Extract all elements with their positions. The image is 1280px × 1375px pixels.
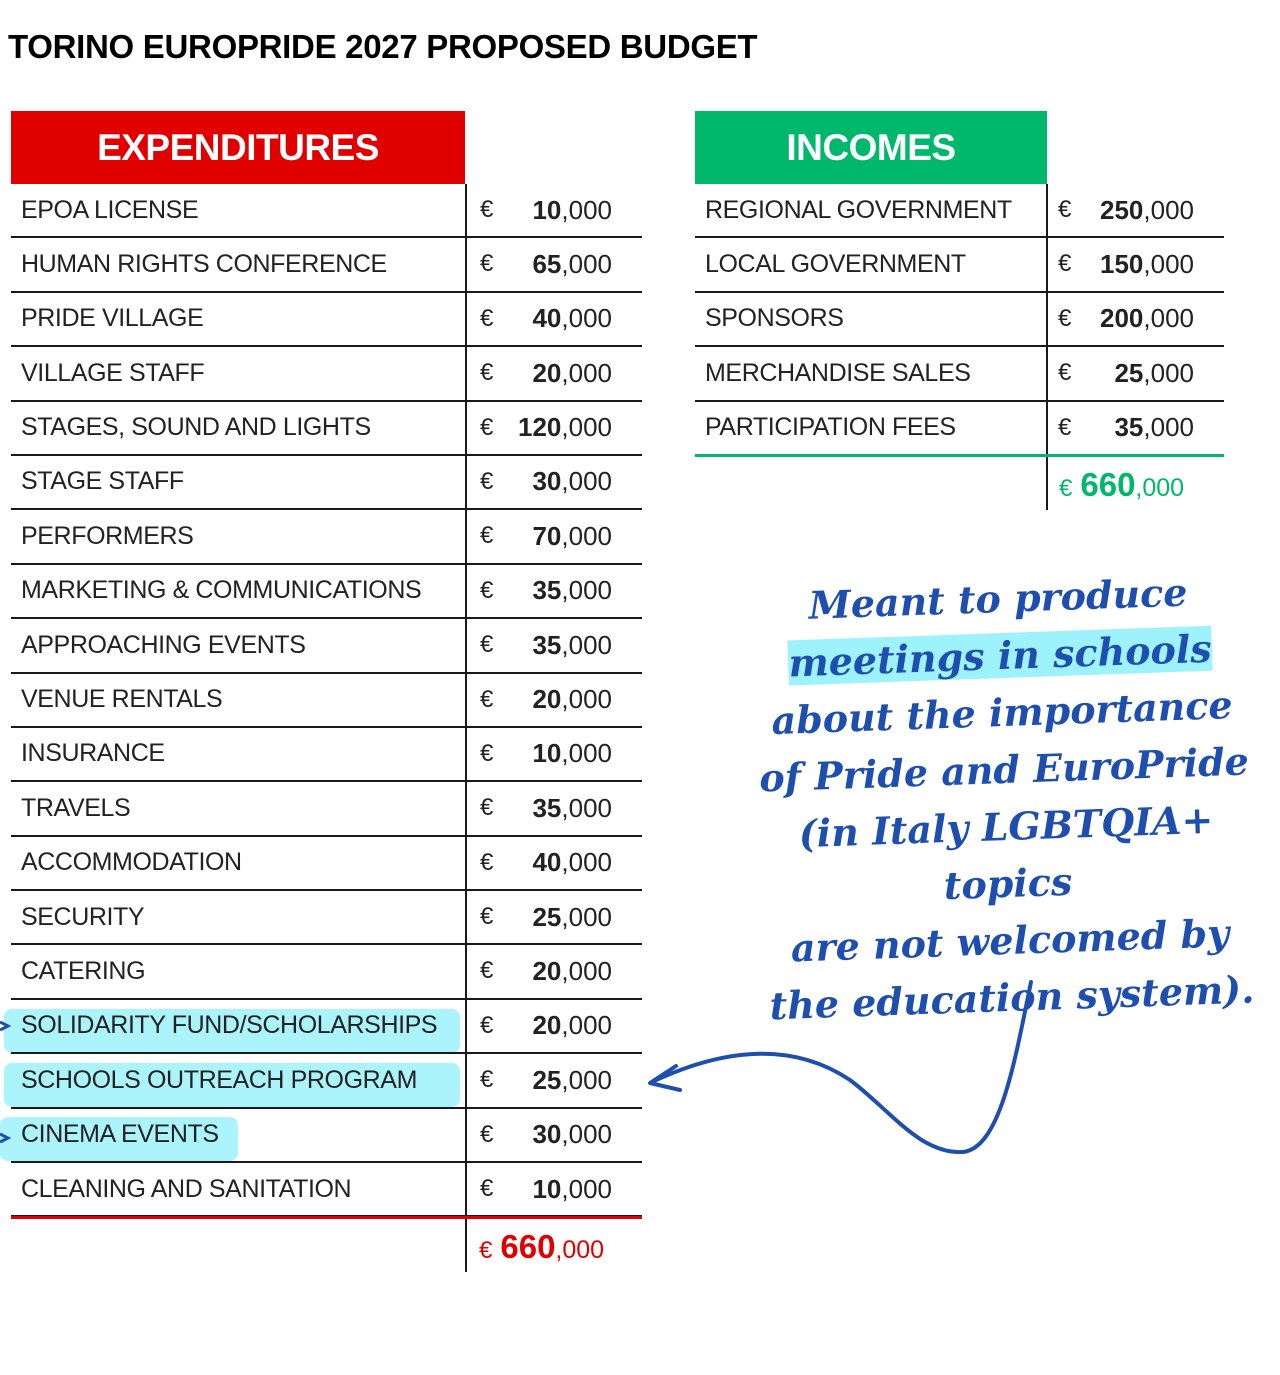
total-amount-minor: ,000	[555, 1236, 605, 1264]
row-label: TRAVELS	[21, 793, 131, 822]
row-amount-major: 35	[532, 629, 562, 660]
row-amount-minor: ,000	[561, 520, 612, 551]
page-title: TORINO EUROPRIDE 2027 PROPOSED BUDGET	[8, 28, 758, 65]
row-currency: €	[480, 250, 494, 278]
row-label: REGIONAL GOVERNMENT	[705, 195, 1012, 224]
row-currency: €	[480, 903, 494, 931]
row-amount-minor: ,000	[561, 303, 612, 334]
row-amount-major: 35	[532, 792, 562, 823]
row-amount-major: 25	[532, 1064, 562, 1095]
row-amount-minor: ,000	[561, 901, 612, 932]
row-currency: €	[480, 957, 494, 985]
row-amount-minor: ,000	[561, 1119, 612, 1150]
row-currency: €	[480, 631, 494, 659]
row-amount-minor: ,000	[561, 194, 612, 225]
row-amount-minor: ,000	[561, 629, 612, 660]
row-label: STAGE STAFF	[21, 467, 184, 496]
row-amount-minor: ,000	[561, 1064, 612, 1095]
note-line: about the importance	[770, 682, 1234, 744]
incomes-header: INCOMES	[695, 111, 1047, 184]
row-currency: €	[480, 1011, 494, 1039]
row-amount-minor: ,000	[561, 792, 612, 823]
row-amount-minor: ,000	[1143, 412, 1194, 443]
row-amount-major: 10	[532, 738, 562, 769]
row-amount-minor: ,000	[561, 684, 612, 715]
row-amount-major: 25	[532, 901, 562, 932]
row-label: HUMAN RIGHTS CONFERENCE	[21, 249, 387, 278]
row-currency: €	[480, 467, 494, 495]
row-amount-major: 250	[1100, 194, 1144, 225]
row-currency: €	[480, 576, 494, 604]
row-label: SCHOOLS OUTREACH PROGRAM	[21, 1065, 418, 1094]
row-label: MARKETING & COMMUNICATIONS	[21, 576, 422, 605]
row-amount-major: 35	[532, 575, 562, 606]
row-label: MERCHANDISE SALES	[705, 358, 971, 387]
note-line: (in Italy LGBTQIA+ topics	[797, 796, 1215, 909]
row-label: VILLAGE STAFF	[21, 358, 205, 387]
row-label: STAGES, SOUND AND LIGHTS	[21, 413, 371, 442]
row-currency: €	[1058, 196, 1072, 223]
row-label: LOCAL GOVERNMENT	[705, 249, 966, 278]
row-label: CINEMA EVENTS	[21, 1120, 219, 1149]
expenditures-header: EXPENDITURES	[11, 111, 465, 184]
row-amount-minor: ,000	[561, 955, 612, 986]
row-amount-minor: ,000	[561, 248, 612, 279]
row-amount-major: 200	[1100, 303, 1144, 334]
note-line: the education system).	[768, 966, 1256, 1029]
total-amount-major: 660	[1080, 466, 1136, 503]
total-amount-major: 660	[500, 1228, 556, 1265]
row-currency: €	[480, 522, 494, 550]
row-amount-minor: ,000	[1143, 248, 1194, 279]
row-label: CLEANING AND SANITATION	[21, 1174, 352, 1203]
row-currency: €	[480, 1120, 494, 1148]
row-label: SOLIDARITY FUND/SCHOLARSHIPS	[21, 1011, 438, 1040]
total-currency: €	[479, 1237, 493, 1264]
total-amount-minor: ,000	[1135, 474, 1185, 502]
row-amount-minor: ,000	[561, 357, 612, 388]
note-line-highlighted: meetings in schools	[787, 625, 1213, 686]
row-label: PARTICIPATION FEES	[705, 413, 956, 442]
row-amount-major: 40	[532, 303, 562, 334]
row-amount-major: 35	[1114, 412, 1144, 443]
row-label: PRIDE VILLAGE	[21, 304, 204, 333]
row-amount-minor: ,000	[561, 466, 612, 497]
row-amount-major: 40	[532, 847, 562, 878]
row-amount-minor: ,000	[1143, 194, 1194, 225]
row-currency: €	[1058, 359, 1072, 387]
row-label: APPROACHING EVENTS	[21, 630, 306, 659]
row-currency: €	[1058, 304, 1072, 332]
row-label: ACCOMMODATION	[21, 848, 242, 877]
row-label: SECURITY	[21, 902, 145, 931]
row-amount-major: 20	[532, 357, 562, 388]
row-label: EPOA LICENSE	[21, 195, 199, 224]
row-currency: €	[480, 413, 494, 441]
row-amount-major: 20	[532, 684, 562, 715]
row-currency: €	[1058, 250, 1072, 278]
row-label: INSURANCE	[21, 739, 165, 768]
row-currency: €	[480, 848, 494, 876]
row-label: SPONSORS	[705, 304, 844, 333]
row-amount-major: 30	[532, 1119, 562, 1150]
note-line: of Pride and EuroPride	[758, 738, 1250, 801]
row-amount-major: 150	[1100, 248, 1144, 279]
row-currency: €	[1058, 413, 1072, 441]
row-amount-major: 25	[1114, 357, 1144, 388]
row-amount-minor: ,000	[561, 412, 612, 443]
row-amount-minor: ,000	[561, 1173, 612, 1204]
row-currency: €	[480, 359, 494, 387]
row-label: VENUE RENTALS	[21, 685, 223, 714]
row-amount-minor: ,000	[561, 575, 612, 606]
row-amount-minor: ,000	[561, 1010, 612, 1041]
row-amount-major: 65	[532, 248, 562, 279]
note-line: Meant to produce	[807, 569, 1189, 628]
row-currency: €	[480, 1066, 494, 1094]
row-amount-major: 30	[532, 466, 562, 497]
row-currency: €	[480, 1175, 494, 1203]
row-currency: €	[480, 794, 494, 822]
row-currency: €	[480, 196, 494, 223]
row-amount-major: 10	[532, 194, 562, 225]
row-amount-minor: ,000	[561, 738, 612, 769]
row-currency: €	[480, 739, 494, 767]
note-line: are not welcomed by	[790, 910, 1230, 971]
row-label: PERFORMERS	[21, 521, 194, 550]
row-currency: €	[480, 685, 494, 713]
row-amount-major: 120	[518, 412, 562, 443]
row-amount-minor: ,000	[1143, 303, 1194, 334]
row-amount-major: 20	[532, 1010, 562, 1041]
row-label: CATERING	[21, 956, 146, 985]
row-currency: €	[480, 304, 494, 332]
row-amount-major: 20	[532, 955, 562, 986]
row-amount-minor: ,000	[561, 847, 612, 878]
total-currency: €	[1059, 475, 1073, 502]
row-amount-major: 10	[532, 1173, 562, 1204]
row-amount-minor: ,000	[1143, 357, 1194, 388]
row-amount-major: 70	[532, 520, 562, 551]
